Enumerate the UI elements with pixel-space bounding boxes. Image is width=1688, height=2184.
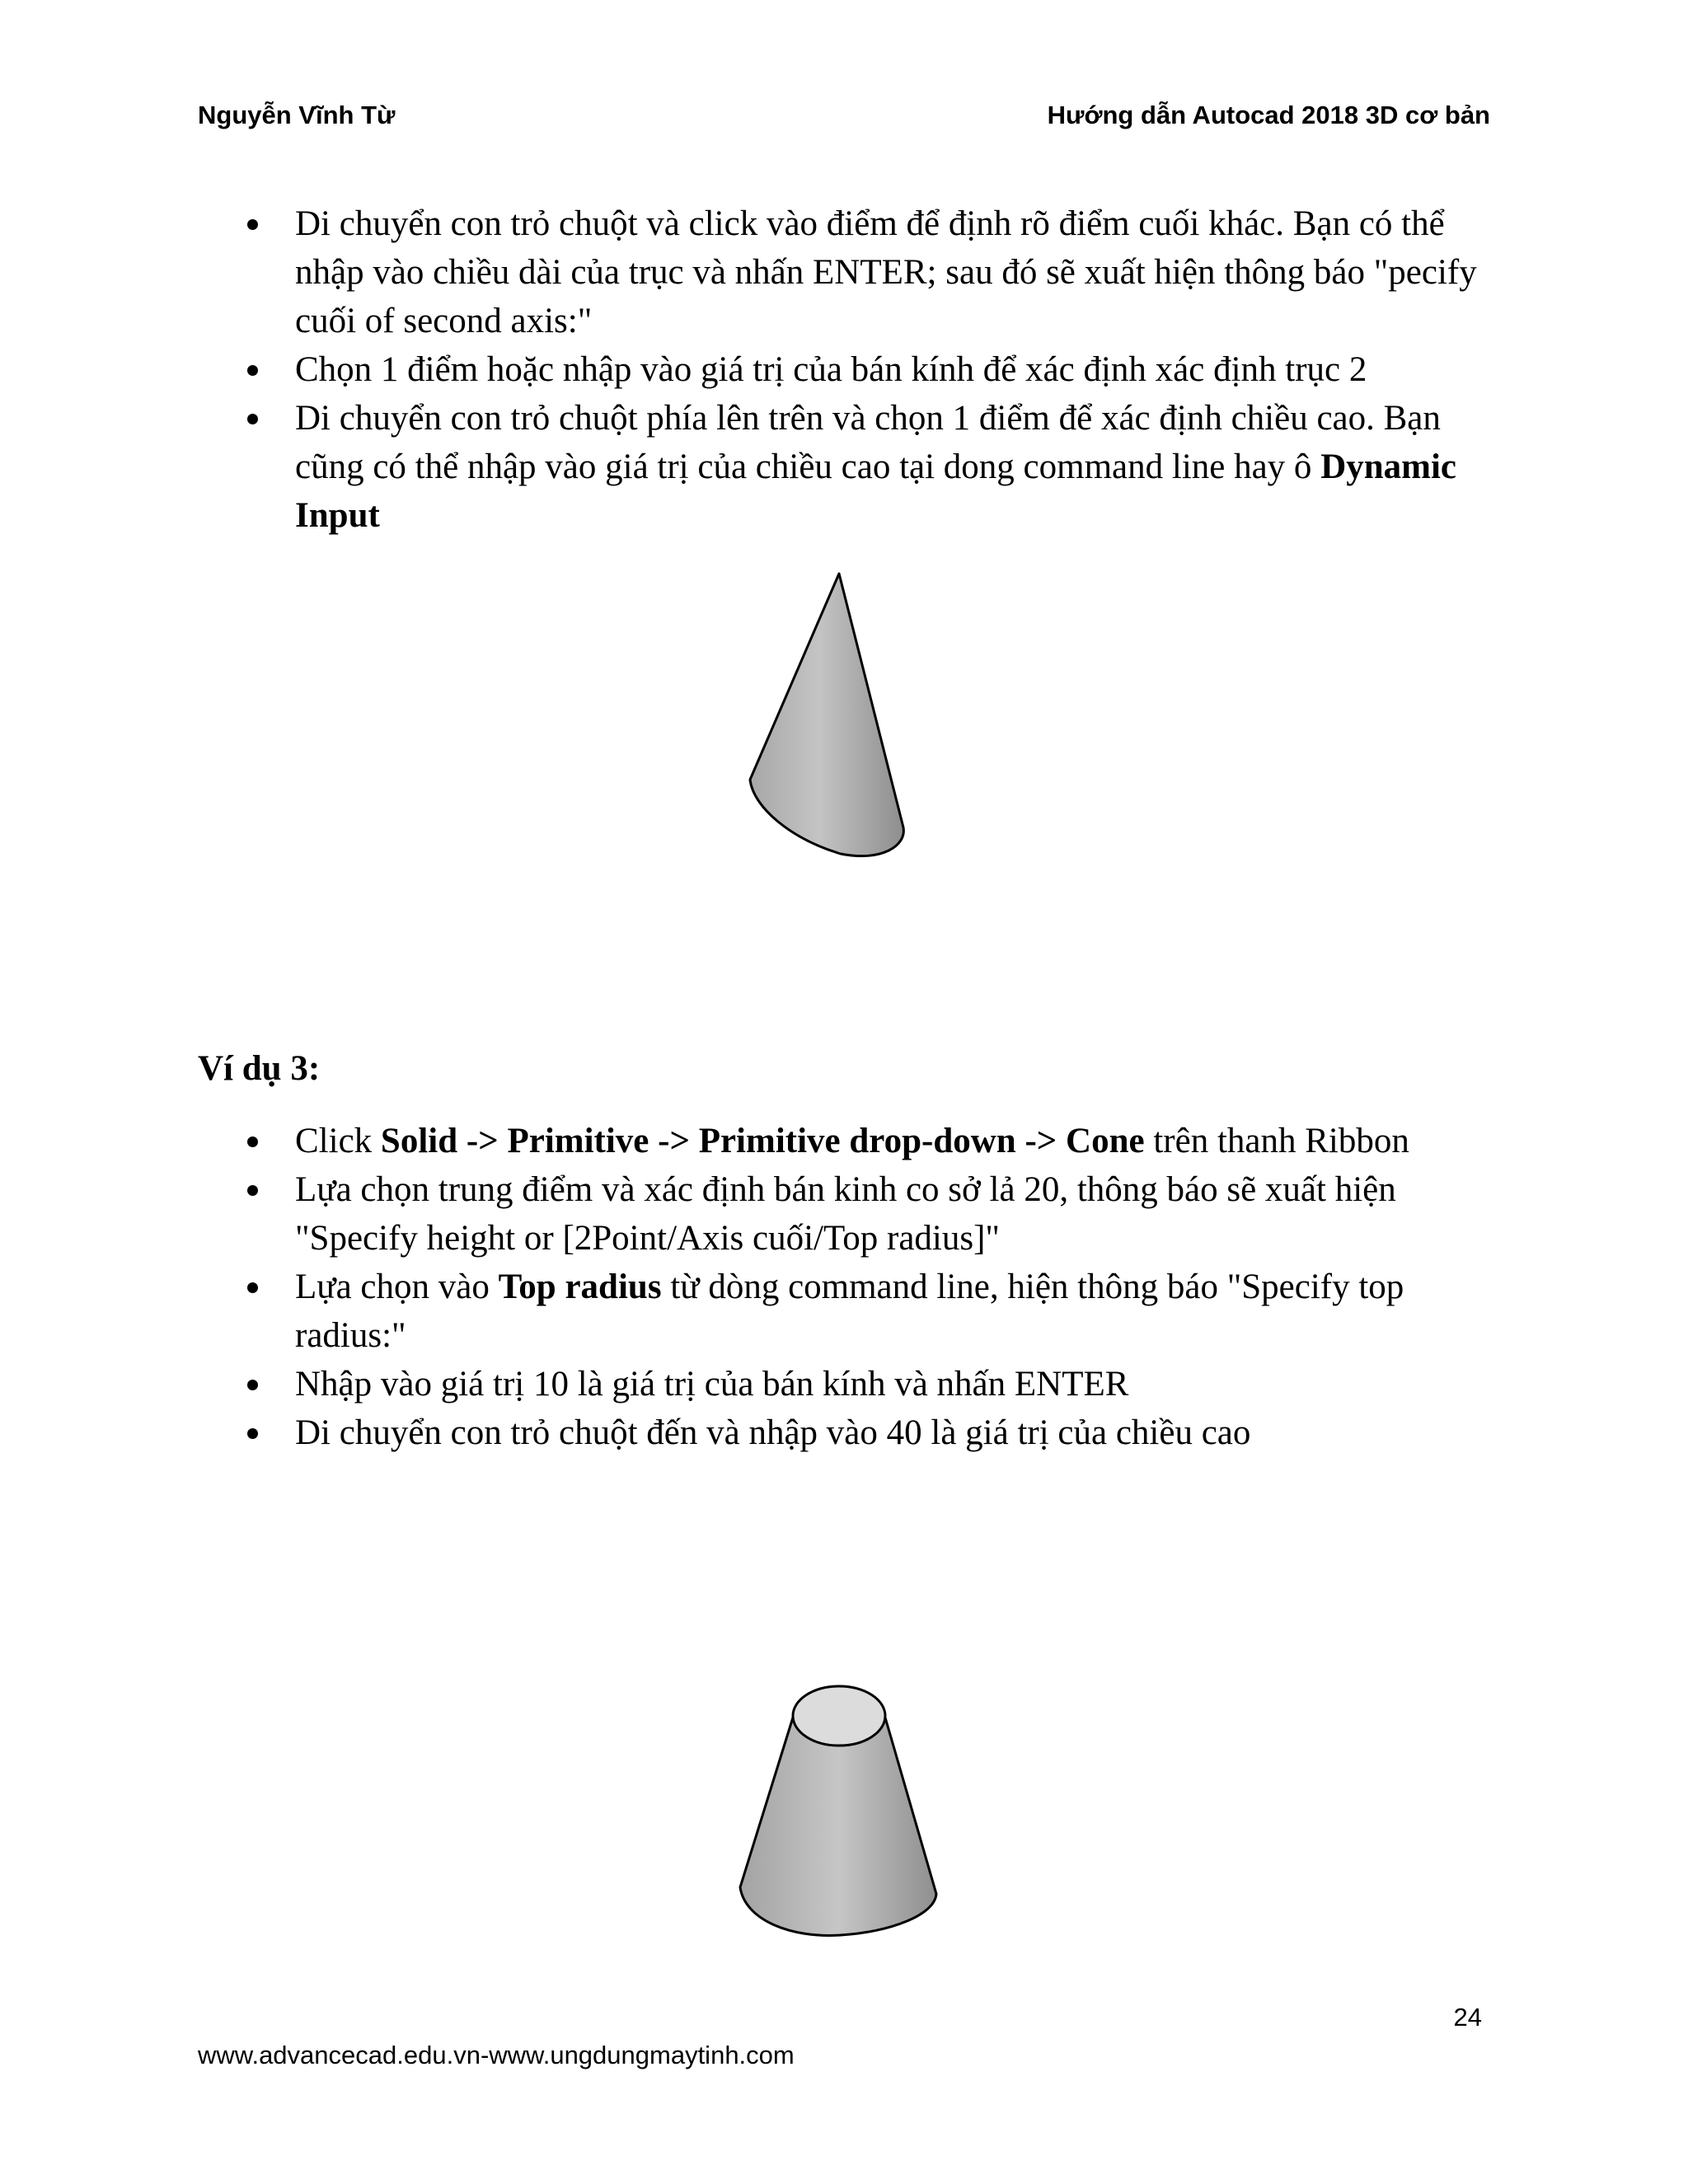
footer-url: www.advancecad.edu.vn-www.ungdungmaytinh.com: [198, 2041, 795, 2069]
item-text: Lựa chọn vào: [295, 1268, 499, 1306]
item-text: Di chuyển con trỏ chuột phía lên trên và chọn 1 điểm để xác định chiều cao. Bạn cũng có thể nhập vào giá trị của chiều cao tại dong command line hay ô: [295, 399, 1441, 486]
list1-item: [198, 345, 1484, 394]
list2-item: [198, 1117, 1484, 1165]
item-text: Di chuyển con trỏ chuột và click vào điểm để định rõ điểm cuối khác. Bạn có thể nhập vào chiều dài của trục và nhấn ENTER; sau đó sẽ xuất hiện thông báo "pecify cuối of second axis:": [295, 204, 1477, 340]
section-heading: Ví dụ 3:: [198, 1049, 321, 1088]
item-text: Chọn 1 điểm hoặc nhập vào giá trị của bán kính để xác định xác định trục 2: [295, 350, 1367, 389]
cone-illustration: [742, 569, 956, 865]
list2-item: [198, 1360, 1484, 1408]
item-text: Di chuyển con trỏ chuột đến và nhập vào 40 là giá trị của chiều cao: [295, 1413, 1251, 1452]
list2-item: [198, 1408, 1484, 1457]
list1-item: [198, 199, 1484, 345]
page-header: [198, 101, 1490, 137]
list2-item: [198, 1263, 1484, 1360]
bold-term: Solid -> Primitive -> Primitive drop-down -> Cone: [380, 1122, 1145, 1160]
item-text: Click: [295, 1122, 381, 1160]
instruction-list-2: [198, 1117, 1484, 1457]
header-title: Hướng dẫn Autocad 2018 3D cơ bản: [1047, 101, 1490, 129]
header-author: Nguyễn Vĩnh Từ: [198, 101, 396, 129]
list1-item: [198, 394, 1484, 540]
page-number: 24: [1453, 2003, 1482, 2032]
bold-term: Dynamic Input: [295, 448, 1457, 535]
frustum-figure: [734, 1681, 948, 1945]
item-text: Nhập vào giá trị 10 là giá trị của bán kính và nhấn ENTER: [295, 1365, 1129, 1404]
item-text: trên thanh Ribbon: [1144, 1122, 1409, 1160]
item-text: từ dòng command line, hiện thông báo "Specify top radius:": [295, 1268, 1404, 1355]
bold-term: Top radius: [498, 1268, 662, 1306]
list2-item: [198, 1165, 1484, 1263]
cone-figure: [742, 569, 956, 865]
item-text: Lựa chọn trung điểm và xác định bán kinh co sở lả 20, thông báo sẽ xuất hiện "Specify height or [2Point/Axis cuối/Top radius]": [295, 1170, 1396, 1258]
frustum-illustration: [734, 1681, 948, 1945]
instruction-list-1: [198, 199, 1484, 540]
